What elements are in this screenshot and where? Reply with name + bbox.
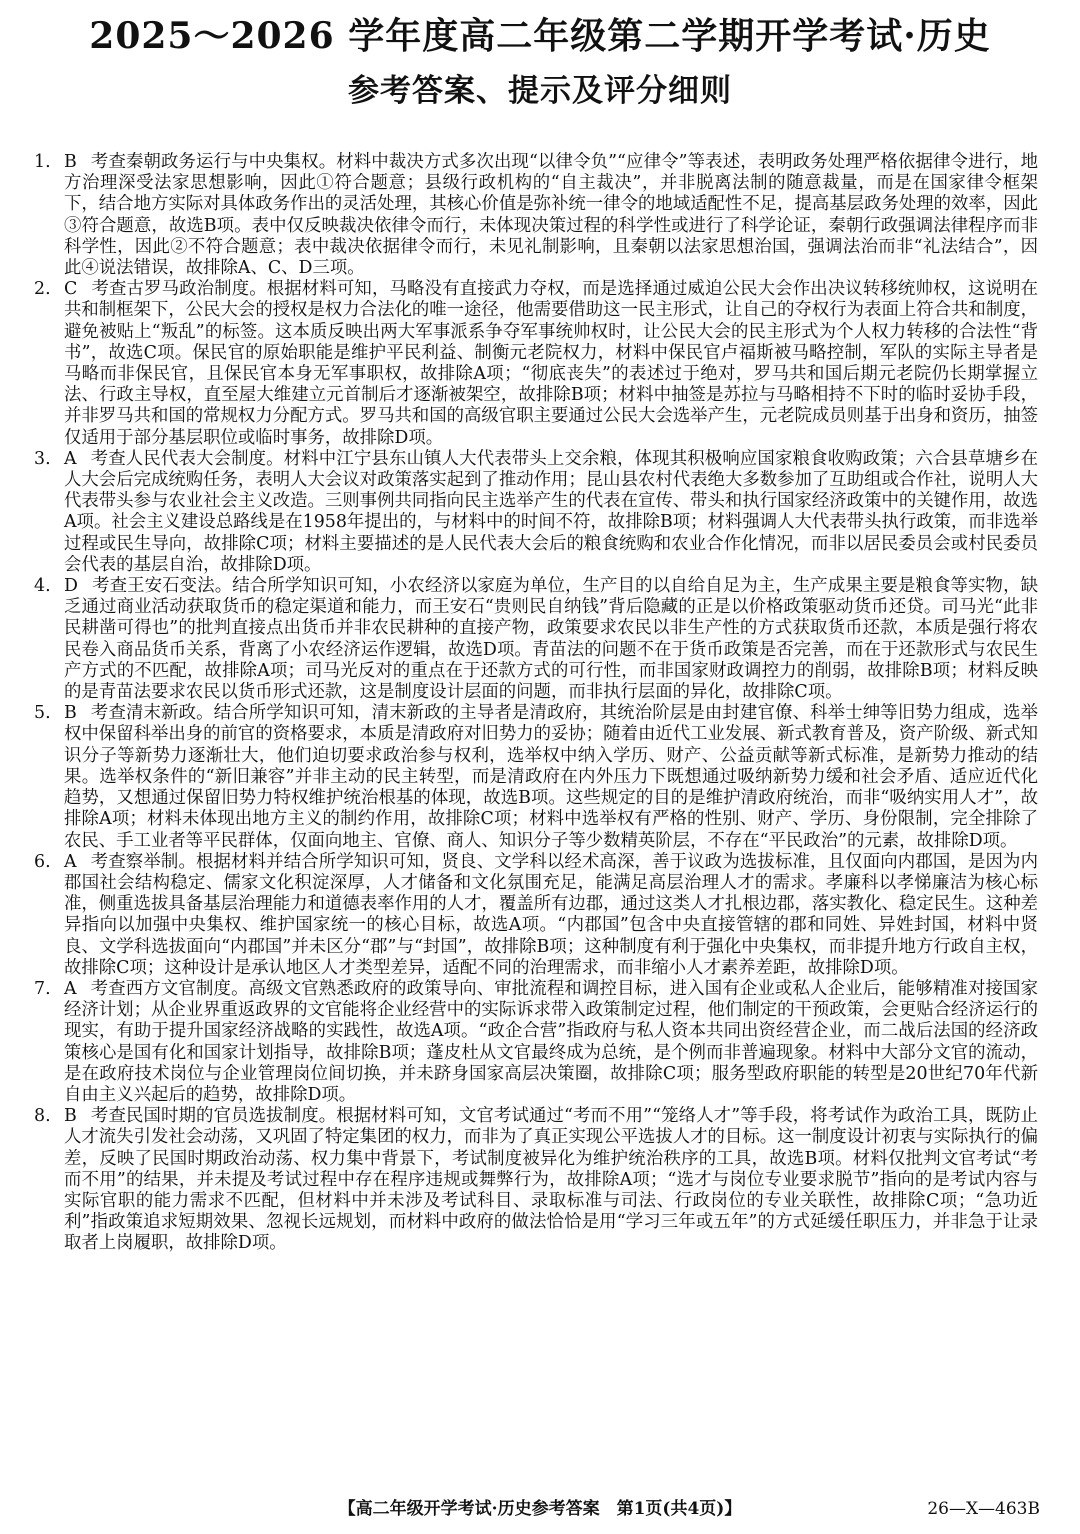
item-answer: B xyxy=(64,703,77,724)
item-number: 1. xyxy=(34,152,51,172)
answer-item-5 xyxy=(34,703,1038,851)
item-answer: C xyxy=(64,279,78,300)
answer-item-4 xyxy=(34,576,1038,703)
item-number: 7. xyxy=(34,978,51,999)
item-explanation: 考查秦朝政务运行与中央集权。材料中裁决方式多次出现“以律令负”“应律令”等表述，表明政务处理严格依据律令进行，地方治理深受法家思想影响，因此①符合题意；县级行政机构的“自主裁决”，并非脱离法制的随意裁量，而是在国家律令框架下，结合地方实际对具体政务作出的灵活处理，其核心价值是弥补统一律令的地域适配性不足，提高基层政务处理的效率，因此③符合题意，故选B项。表中仅反映裁决依律令而行，未体现决策过程的科学性或进行了科学论证，秦朝行政强调法律程序而非科学性，因此②不符合题意；表中裁决依据律令而行，未见礼制影响，且秦朝以法家思想治国，强调法治而非“礼法结合”，因此④说法错误，故排除A、C、D三项。 xyxy=(64,152,1038,279)
item-explanation: 考查察举制。根据材料并结合所学知识可知，贤良、文学科以经术高深，善于议政为选拔标准，且仅面向内郡国，是因为内郡国社会结构稳定、儒家文化积淀深厚，人才储备和文化氛围充足，能满足高层治理人才的需求。孝廉科以孝悌廉洁为核心标准，侧重选拔具备基层治理能力和道德表率作用的人才，覆盖所有边郡，通过这类人才扎根边郡，落实教化、稳定民生。这种差异指向以加强中央集权、维护国家统一的核心目标，故选A项。“内郡国”包含中央直接管辖的郡和同姓、异姓封国，材料中贤良、文学科选拔面向“内郡国”并未区分“郡”与“封国”，故排除B项；这种制度有利于强化中央集权，而非提升地方行政自主权，故排除C项；这种设计是承认地区人才类型差异，适配不同的治理需求，而非缩小人才素养差距，故排除D项。 xyxy=(64,851,1038,978)
item-explanation: 考查古罗马政治制度。根据材料可知，马略没有直接武力夺权，而是选择通过威迫公民大会作出决议转移统帅权，这说明在共和制框架下，公民大会的授权是权力合法化的唯一途径，他需要借助这一民主形式，让自己的夺权行为表面上符合共和制度，避免被贴上“叛乱”的标签。这本质反映出两大军事派系争夺军事统帅权时，让公民大会的民主形式为个人权力转移的合法性“背书”，故选C项。保民官的原始职能是维护平民利益、制衡元老院权力，材料中保民官卢福斯被马略控制，军队的实际主导者是马略而非保民官，且保民官本身无军事职权，故排除A项；“彻底丧失”的表述过于绝对，罗马共和国后期元老院仍长期掌握立法、行政主导权，直至屋大维建立元首制后才逐渐被架空，故排除B项；材料中抽签是苏拉与马略相持不下时的临时妥协手段，并非罗马共和国的常规权力分配方式。罗马共和国的高级官职主要通过公民大会选举产生，元老院成员则基于出身和资历，抽签仅适用于部分基层职位或临时事务，故排除D项。 xyxy=(64,279,1038,448)
page-subtitle: 参考答案、提示及评分细则 xyxy=(348,73,732,109)
item-explanation: 考查王安石变法。结合所学知识可知，小农经济以家庭为单位，生产目的以自给自足为主，生产成果主要是粮食等实物，缺乏通过商业活动获取货币的稳定渠道和能力，而王安石“贵则民自纳钱”背后隐藏的正是以价格政策驱动货币还贷。司马光“此非民耕凿可得也”的批判直接点出货币并非农民耕种的直接产物，政策要求农民以非生产性的方式获取货币还款，本质是强行将农民卷入商品货币关系，背离了小农经济运作逻辑，故选D项。青苗法的问题不在于货币政策是否完善，而在于还款形式与农民生产方式的不匹配，故排除A项；司马光反对的重点在于还款方式的可行性，而非国家财政调控力的削弱，故排除B项；材料反映的是青苗法要求农民以货币形式还款，这是制度设计层面的问题，而非执行层面的异化，故排除C项。 xyxy=(64,576,1038,703)
answer-item-7 xyxy=(34,979,1038,1106)
item-explanation: 考查人民代表大会制度。材料中江宁县东山镇人大代表带头上交余粮，体现其积极响应国家粮食收购政策；六合县草塘乡在人大会后完成统购任务，表明人大会议对政策落实起到了推动作用；昆山县农村代表绝大多数参加了互助组或合作社，说明人大代表带头参与农业社会主义改造。三则事例共同指向民主选举产生的代表在宣传、带头和执行国家经济政策中的关键作用，故选A项。社会主义建设总路线是在1958年提出的，与材料中的时间不符，故排除B项；材料强调人大代表带头执行政策，而非选举过程或民生导向，故排除C项；材料主要描述的是人民代表大会后的粮食统购和农业合作化情况，而非以居民委员会或村民委员会代表的基层自治，故排除D项。 xyxy=(64,448,1038,575)
answer-item-2 xyxy=(34,279,1038,449)
answer-item-8 xyxy=(34,1106,1038,1254)
item-number: 4. xyxy=(34,576,51,597)
item-answer: B xyxy=(64,1106,77,1127)
answer-item-1 xyxy=(34,152,1038,279)
item-number: 5. xyxy=(34,703,51,724)
item-answer: A xyxy=(64,851,77,872)
item-explanation: 考查西方文官制度。高级文官熟悉政府的政策导向、审批流程和调控目标，进入国有企业或私人企业后，能够精准对接国家经济计划；从企业界重返政界的文官能将企业经营中的实际诉求带入政策制定过程，他们制定的干预政策，会更贴合经济运行的现实，有助于提升国家经济战略的实践性，故选A项。“政企合营”指政府与私人资本共同出资经营企业，而二战后法国的经济政策核心是国有化和国家计划指导，故排除B项；蓬皮杜从文官最终成为总统，是个例而非普遍现象。材料中大部分文官的流动，是在政府技术岗位与企业管理岗位间切换，并未跻身国家高层决策圈，故排除C项；服务型政府职能的转型是20世纪70年代新自由主义兴起后的趋势，故排除D项。 xyxy=(64,978,1038,1105)
answer-item-6 xyxy=(34,852,1038,979)
item-answer: A xyxy=(64,448,77,469)
footer-exam-code: 26—X—463B xyxy=(927,1499,1040,1519)
page-footer xyxy=(0,1494,1080,1524)
item-explanation: 考查清末新政。结合所学知识可知，清末新政的主导者是清政府，其统治阶层是由封建官僚、科举士绅等旧势力组成，选举权中保留科举出身的前官的资格要求，本质是清政府对旧势力的妥协；随着由近代工业发展、新式教育普及，资产阶级、新式知识分子等新势力逐渐壮大，他们迫切要求政治参与权利，选举权中纳入学历、财产、公益贡献等新式标准，是新势力推动的结果。选举权条件的“新旧兼容”并非主动的民主转型，而是清政府在内外压力下既想通过吸纳新势力缓和社会矛盾、适应近代化趋势，又想通过保留旧势力特权维护统治根基的体现，故选B项。这些规定的目的是维护清政府统治，而非“吸纳实用人才”，故排除A项；材料未体现出地方主义的制约作用，故排除C项；材料中选举权有严格的性别、财产、学历、身份限制，完全排除了农民、手工业者等平民群体，仅面向地主、官僚、商人、知识分子等少数精英阶层，不存在“平民政治”的元素，故排除D项。 xyxy=(64,703,1038,851)
answer-list xyxy=(34,152,1038,1255)
item-answer: D xyxy=(64,576,78,597)
item-number: 8. xyxy=(34,1106,51,1127)
item-number: 3. xyxy=(34,448,51,469)
answer-item-3 xyxy=(34,449,1038,576)
item-number: 6. xyxy=(34,851,51,872)
item-answer: B xyxy=(64,152,77,172)
item-answer: A xyxy=(64,978,77,999)
item-number: 2. xyxy=(34,279,51,300)
page-title: 2025～2026 学年度高二年级第二学期开学考试·历史 xyxy=(89,15,991,57)
item-explanation: 考查民国时期的官员选拔制度。根据材料可知，文官考试通过“考而不用”“笼络人才”等手段，将考试作为政治工具，既防止人才流失引发社会动荡，又巩固了特定集团的权力，而非为了真正实现公平选拔人才的目标。这一制度设计初衷与实际执行的偏差，反映了民国时期政治动荡、权力集中背景下，考试制度被异化为维护统治秩序的工具，故选B项。材料仅批判文官考试“考而不用”的结果，并未提及考试过程中存在程序违规或舞弊行为，故排除A项；“选才与岗位专业要求脱节”指向的是考试内容与实际官职的能力需求不匹配，但材料中并未涉及考试科目、录取标准与司法、行政岗位的专业关联性，故排除C项；“急功近利”指政策追求短期效果、忽视长远规划，而材料中政府的做法恰恰是用“学习三年或五年”的方式延缓任职压力，并非急于让录取者上岗履职，故排除D项。 xyxy=(64,1106,1038,1254)
footer-page-info: 【高二年级开学考试·历史参考答案 第1页(共4页)】 xyxy=(338,1499,742,1519)
